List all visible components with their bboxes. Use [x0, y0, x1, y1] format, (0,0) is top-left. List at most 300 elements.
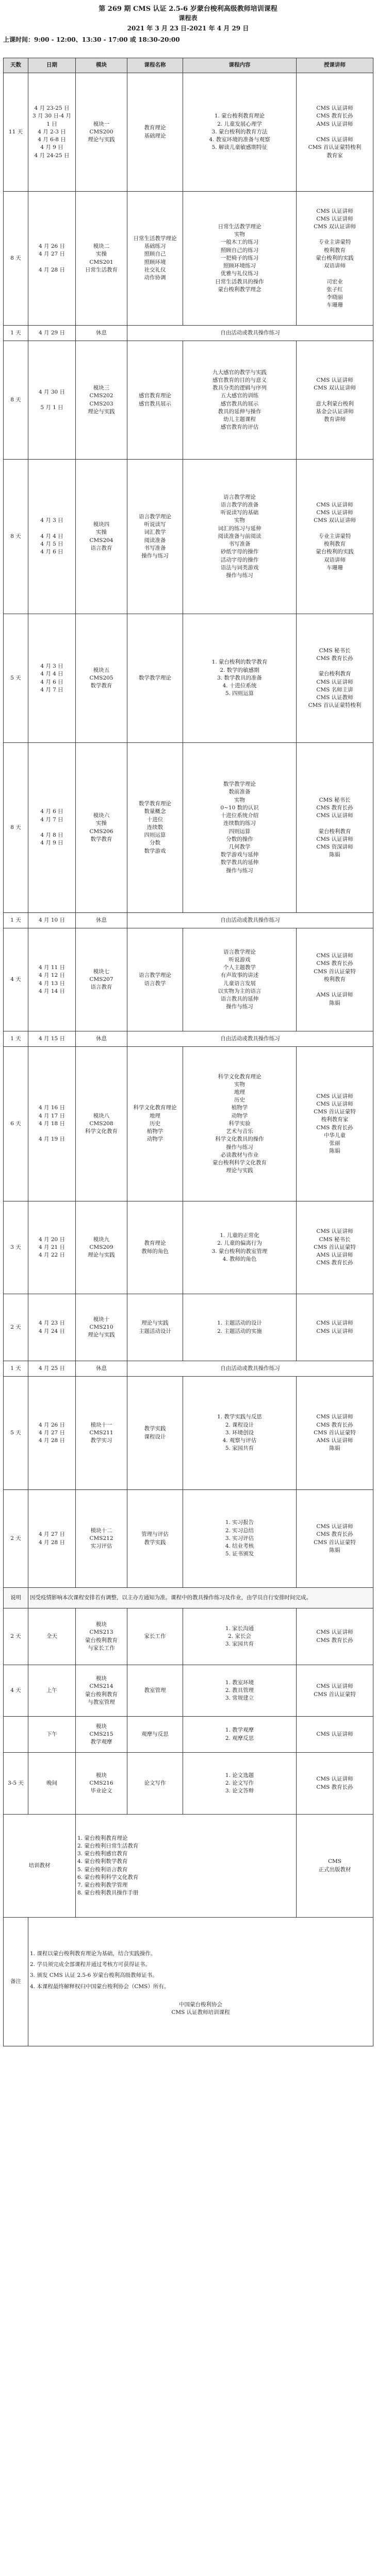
content-cell — [183, 1294, 297, 1361]
content-cell-line: 语言教具的延伸 — [220, 995, 259, 1002]
section-day: 4 天 — [4, 1665, 28, 1717]
course-cell-line: 基础练习 — [144, 243, 166, 250]
course-cell-line: 操作与练习 — [141, 552, 169, 559]
course-cell-line: 连续数 — [146, 824, 164, 831]
teacher-cell-line: CMS 认证讲师 — [316, 1093, 353, 1099]
content-cell-line: 数学教具的延伸 — [220, 859, 259, 866]
date-cell-line: 4 月 26 日 — [38, 1421, 66, 1428]
module-cell — [76, 1294, 127, 1361]
teacher-cell-line: CMS 秘书长 — [319, 647, 351, 654]
date-cell — [28, 192, 76, 326]
teacher-cell — [297, 73, 373, 192]
teacher-cell-line: CMS 认证讲师 — [316, 1523, 353, 1530]
section-content-line: 2. 观摩反思 — [225, 1735, 254, 1741]
section-content — [183, 1608, 297, 1665]
teacher-cell-line — [298, 984, 371, 991]
module-cell-line: 休息 — [96, 329, 107, 336]
course-cell-line: 听说读写 — [144, 521, 166, 528]
module-cell — [76, 192, 127, 326]
module-cell-line: 语言教育 — [90, 545, 112, 551]
section-day: 3-5 天 — [4, 1753, 28, 1815]
date-cell — [28, 913, 76, 928]
content-cell — [183, 192, 297, 326]
content-cell-line: 地理 — [234, 1089, 245, 1096]
teacher-cell-line: CMS 首认证蒙特 — [314, 1429, 356, 1436]
content-cell-line: 1. 儿童的正常化 — [220, 1232, 259, 1239]
teacher-cell-line: 梭利教育 — [324, 976, 346, 982]
content-cell-line: 科学文化教具的操作 — [215, 1136, 264, 1143]
content-cell-line: 儿童语言发展 — [223, 980, 256, 987]
footer-line: 1. 课程以蒙台梭利教育理论为基础，结合实践操作。 — [30, 1950, 156, 1957]
section-content-line: 1. 教室环境 — [225, 1679, 254, 1686]
module-cell — [76, 743, 127, 913]
content-cell-line: 4. 结业考核 — [225, 1543, 254, 1550]
teacher-cell-line — [298, 525, 371, 533]
course-cell — [127, 1201, 183, 1294]
course-cell-line: 数学游戏 — [144, 848, 166, 854]
teacher-cell-line: CMS 首认证蒙特梭利 — [308, 144, 362, 151]
footer-line: 4. 本课程最终解释权归中国蒙台梭利协会（CMS）所有。 — [30, 1983, 170, 1990]
content-cell-line: 3. 实习评估 — [225, 1535, 254, 1541]
day-cell: 8 天 — [4, 341, 28, 460]
materials-items-line: 5. 蒙台梭利语言教育 — [77, 1866, 128, 1873]
section-content-line: 3. 常规建立 — [225, 1695, 254, 1702]
content-cell — [127, 1031, 373, 1047]
teacher-cell-line: 蒙台梭利的实践 — [316, 255, 354, 261]
date-cell — [28, 1047, 76, 1201]
content-cell-line: 阅读准备与前阅读 — [218, 533, 261, 539]
content-cell-line: 活动字母的操作 — [220, 556, 259, 563]
module-cell-line: CMS207 — [89, 976, 113, 982]
section-content — [183, 1717, 297, 1753]
teacher-cell-line: 李晓丽 — [326, 294, 343, 300]
schedule-row — [4, 1294, 373, 1361]
section-content — [183, 1665, 297, 1717]
module-cell-line: 实习评估 — [90, 1543, 112, 1550]
teacher-cell — [297, 1490, 373, 1588]
table-header-row — [4, 58, 373, 73]
course-cell-line: 课程设计 — [144, 1433, 166, 1440]
content-cell — [183, 73, 297, 192]
module-cell-line: 教学实习 — [90, 1437, 112, 1444]
day-cell: 8 天 — [4, 743, 28, 913]
footer-row — [4, 1918, 373, 2046]
content-cell-line: 一把椅子的练习 — [220, 255, 259, 261]
section-teacher — [297, 1608, 373, 1665]
date-cell-line — [30, 824, 74, 832]
course-cell-line: 语言教学理论 — [139, 513, 171, 520]
section-teacher-line: CMS 认证讲师 — [316, 1776, 353, 1783]
schedule-row — [4, 614, 373, 743]
teacher-cell-line: CMS 认证讲师 — [316, 377, 353, 383]
teacher-cell-line: CMS 教育长孙 — [316, 1124, 353, 1131]
section-module-line: CMS213 — [89, 1629, 113, 1636]
teacher-cell-line: CMS 教育长孙 — [316, 1531, 353, 1538]
content-cell-line: 教具的延伸与操作 — [218, 408, 261, 415]
teacher-cell-line: CMS 认证讲师 — [316, 208, 353, 214]
teacher-cell — [297, 341, 373, 460]
date-cell-line: 4 月 2-3 日 — [38, 128, 66, 135]
course-cell — [127, 928, 183, 1031]
date-cell-line: 4 月 7 日 — [40, 816, 63, 823]
footer-line: 3. 颁发 CMS 认证 2.5-6 岁蒙台梭利高级教师证书。 — [30, 1972, 158, 1979]
teacher-cell-line: 专业主讲蒙特 — [318, 239, 351, 246]
content-cell — [183, 743, 297, 913]
day-cell: 1 天 — [4, 1031, 28, 1047]
schedule-row — [4, 73, 373, 192]
day-cell: 2 天 — [4, 1490, 28, 1588]
schedule-row — [4, 913, 373, 928]
teacher-cell — [297, 928, 373, 1031]
date-cell-line: 4 月 9 日 — [40, 840, 63, 846]
teacher-cell-line: 蒙台梭利教育 — [318, 828, 351, 835]
teacher-cell-line: 梭利教育家 — [321, 1116, 349, 1123]
content-cell-line: 动物学 — [231, 1112, 248, 1119]
date-cell-line: 4 月 6 日 — [40, 549, 63, 555]
teacher-cell-line: 张丽 — [329, 1140, 340, 1146]
content-cell-line: 一般木工的练习 — [220, 239, 259, 246]
teacher-cell-line: 陈娟 — [329, 1547, 340, 1553]
teacher-cell — [297, 1047, 373, 1201]
content-cell-line: 2. 实习总结 — [225, 1527, 254, 1534]
section-course — [127, 1665, 183, 1717]
teacher-cell-line: CMS 首认证蒙特梭利 — [308, 702, 362, 709]
content-cell-line: 3. 蒙台梭利的教育方法 — [211, 128, 268, 135]
module-cell-line: 模块八 — [93, 1112, 110, 1119]
materials-items — [76, 1815, 297, 1918]
content-cell — [183, 614, 297, 743]
content-cell — [127, 326, 373, 341]
content-cell-line: 1. 主题活动的设计 — [217, 1320, 262, 1327]
module-cell-line: CMS212 — [89, 1535, 113, 1541]
content-cell-line: 操作与练习 — [226, 1144, 253, 1150]
teacher-cell-line: 梭利教育 — [324, 247, 346, 253]
teacher-cell-line — [298, 392, 371, 400]
document-header — [0, 0, 376, 58]
content-cell-line: 语言教学理论 — [223, 494, 256, 500]
course-cell — [127, 460, 183, 614]
section-course-line: 教室管理 — [144, 1687, 166, 1693]
module-cell-line: 理论与实践 — [88, 137, 115, 143]
module-cell-line: CMS202 — [89, 393, 113, 399]
date-cell-line: 5 月 1 日 — [40, 404, 63, 411]
teacher-cell-line: CMS 认证讲师 — [316, 502, 353, 509]
course-cell-line: 词汇教学 — [144, 529, 166, 536]
section-module-line: 与家长工作 — [88, 1645, 115, 1651]
teacher-cell-line: 陈娟 — [329, 1148, 340, 1155]
section-module-line: 蒙台梭利教育 — [85, 1691, 118, 1698]
course-cell-line: 教育理论 — [144, 125, 166, 131]
content-cell-line: 1. 蒙台梭利的数学教育 — [211, 659, 268, 666]
footer-content — [28, 1918, 373, 2046]
content-cell-line: 4. 十进位系统 — [222, 683, 257, 689]
teacher-cell-line: 车珊珊 — [326, 564, 343, 571]
teacher-cell-line: 中华儿童 — [324, 1132, 346, 1139]
course-cell-line: 理论与实践 — [141, 1320, 169, 1327]
content-cell-line: 5. 证书颁发 — [225, 1551, 254, 1557]
col-header-day: 天数 — [4, 58, 28, 73]
content-cell-line: 照顾自己的练习 — [220, 247, 259, 253]
content-cell-line: 蒙台梭利科学文化教育 — [212, 1159, 267, 1166]
content-cell-line: 科学文化教育理论 — [218, 1073, 261, 1080]
course-cell-line: 日常生活教学理论 — [133, 235, 177, 242]
course-cell-line: 管理与评估 — [141, 1531, 169, 1538]
module-cell-line: 模块十一 — [90, 1421, 112, 1428]
course-cell-line: 数学教育理论 — [139, 801, 171, 807]
col-header-content: 课程内容 — [183, 58, 297, 73]
teacher-cell — [297, 743, 373, 913]
course-cell-line: 动作协调 — [144, 274, 166, 281]
teacher-cell-line: CMS 认证讲师 — [316, 1320, 353, 1327]
section-module-line: 与教室管理 — [88, 1699, 115, 1705]
date-cell-line: 4 月 3 日 — [40, 517, 63, 524]
module-cell — [76, 1377, 127, 1490]
day-cell: 3 天 — [4, 1201, 28, 1294]
section-module — [76, 1608, 127, 1665]
date-cell-line: 4 月 28 日 — [38, 1437, 66, 1444]
teacher-cell-line: AMS 认证讲师 — [316, 1437, 353, 1444]
content-cell-line: 感官教具的展示 — [220, 400, 259, 407]
materials-items-line: 1. 蒙台梭利教育理论 — [77, 1835, 128, 1841]
date-cell-line: 4 月 15 日 — [38, 1035, 66, 1042]
course-cell — [127, 192, 183, 326]
date-cell-line: 4 月 30 日 — [38, 388, 66, 395]
section-time: 全天 — [28, 1608, 76, 1665]
section-module — [76, 1717, 127, 1753]
teacher-cell-line: CMS 认证讲师 — [316, 679, 353, 685]
course-cell-line: 语言教学理论 — [139, 972, 171, 979]
module-cell-line: 实操 — [96, 251, 107, 258]
content-cell-line: 听说游戏 — [228, 956, 251, 963]
document-title: 第 269 期 CMS 认证 2.5-6 岁蒙台梭利高级教师培训课程 — [99, 5, 277, 13]
date-cell-line — [30, 396, 74, 404]
module-cell-line: CMS209 — [89, 1244, 113, 1250]
date-cell-line: 4 月 16 日 — [38, 1105, 66, 1111]
teacher-cell-line: CMS 首认证蒙特 — [314, 1109, 356, 1115]
content-cell-line: 照顾环境练习 — [223, 263, 256, 269]
section-time: 晚间 — [28, 1753, 76, 1815]
module-cell-line: 理论与实践 — [88, 1252, 115, 1259]
col-header-module: 模块 — [76, 58, 127, 73]
module-cell — [76, 460, 127, 614]
date-cell-line: 4 月 24-25 日 — [34, 152, 70, 159]
notes-section-row — [4, 1717, 373, 1753]
date-cell — [28, 928, 76, 1031]
content-cell-line: 0~10 数的认识 — [220, 804, 259, 811]
content-cell-line: 1. 蒙台梭利教育理论 — [214, 113, 265, 120]
teacher-cell-line: CMS 教育长孙 — [316, 960, 353, 967]
date-cell-line: 4 月 17 日 — [38, 1112, 66, 1119]
date-cell-line: 4 月 9 日 — [40, 144, 63, 151]
section-module-line: CMS216 — [89, 1780, 113, 1786]
date-cell-line: 4 月 14 日 — [38, 988, 66, 994]
course-cell-line: 教学实践 — [144, 1539, 166, 1546]
content-cell-line: 4. 观察与评估 — [222, 1437, 257, 1444]
teacher-cell-line: CMS 认证讲师 — [316, 836, 353, 842]
content-cell-line: 3. 环境创设 — [225, 1429, 254, 1436]
content-cell-line: 操作与练习 — [226, 867, 253, 874]
date-cell-line: 4 月 3 日 — [40, 663, 63, 670]
date-cell-line: 4 月 4 日 — [40, 671, 63, 677]
module-cell-line: CMS208 — [89, 1120, 113, 1127]
course-cell — [127, 743, 183, 913]
materials-teacher-line: 正式出版教材 — [318, 1866, 351, 1873]
content-cell-line: 实物 — [234, 1081, 245, 1088]
content-cell-line: 感官教育的评估 — [220, 424, 259, 431]
teacher-cell — [297, 1377, 373, 1490]
content-cell-line: 语言教学的准备 — [220, 502, 259, 509]
section-teacher-line: CMS 教育长孙 — [316, 1784, 353, 1790]
date-cell-line: 4 月 23 日 — [38, 1320, 66, 1327]
schedule-row — [4, 1201, 373, 1294]
date-cell-line: 4 月 8 日 — [40, 832, 63, 839]
section-module-line: 蒙台梭利教育 — [85, 1637, 118, 1643]
course-cell-line: 数量概念 — [144, 808, 166, 815]
date-cell — [28, 1490, 76, 1588]
course-cell-line: 教师的角色 — [141, 1248, 169, 1255]
section-teacher-line: CMS 认证讲师 — [316, 1731, 353, 1737]
teacher-cell-line: 陈娟 — [329, 852, 340, 858]
content-cell-line: 自由活动或教具操作练习 — [220, 1035, 280, 1042]
schedule-row — [4, 928, 373, 1031]
date-cell — [28, 1377, 76, 1490]
course-cell-line: 社交礼仪 — [144, 266, 166, 273]
teacher-cell-line: CMS 认证讲师 — [316, 215, 353, 222]
course-cell-line: 教学实践 — [144, 1426, 166, 1432]
date-cell — [28, 73, 76, 192]
schedule-row — [4, 460, 373, 614]
module-cell-line: CMS211 — [89, 1429, 113, 1436]
module-cell-line: 模块七 — [93, 968, 110, 975]
date-cell-line: 4 月 24 日 — [38, 1328, 66, 1334]
course-cell-line: 十进位 — [146, 816, 164, 823]
section-course — [127, 1608, 183, 1665]
content-cell-line: 2. 儿童的偏离行为 — [217, 1240, 262, 1247]
module-cell — [76, 614, 127, 743]
content-cell-line: 4. 教室环境的准备与观察 — [209, 137, 270, 143]
teacher-cell-line: CMS 教育长孙 — [316, 804, 353, 811]
section-content — [183, 1753, 297, 1815]
teacher-cell — [297, 614, 373, 743]
materials-teacher — [297, 1815, 373, 1918]
teacher-cell-line: CMS 秘书长 — [319, 1236, 351, 1243]
section-teacher — [297, 1665, 373, 1717]
content-cell-line: 语法与词类游戏 — [220, 564, 259, 571]
module-cell-line: 休息 — [96, 917, 107, 923]
section-course — [127, 1717, 183, 1753]
closing-line: 中国蒙台梭利协会 — [179, 2001, 222, 2008]
notes-row — [4, 1588, 373, 1608]
date-cell-line: 4 月 13 日 — [38, 980, 66, 987]
schedule-row — [4, 192, 373, 326]
date-cell-line: 4 月 26 日 — [38, 243, 66, 250]
section-content-line: 1. 家长沟通 — [225, 1625, 254, 1632]
content-cell-line: 实物 — [234, 517, 245, 524]
schedule-row — [4, 1031, 373, 1047]
content-cell-line: 5. 家园共育 — [225, 1445, 254, 1452]
content-cell-line: 2. 数学的敏感期 — [220, 667, 259, 673]
day-cell: 2 天 — [4, 1294, 28, 1361]
course-cell-line: 数学教学理论 — [139, 674, 171, 681]
content-cell-line: 实物 — [234, 796, 245, 803]
content-cell-line: 日常生活教具的操作 — [215, 278, 264, 285]
date-cell-line: 4 月 27 日 — [38, 251, 66, 258]
content-cell-line: 十进位系统介绍 — [220, 812, 259, 819]
section-module-line: 模块 — [96, 1621, 107, 1628]
teacher-cell-line: 司宏业 — [326, 278, 343, 285]
section-content-line: 2. 教具管理 — [225, 1687, 254, 1693]
content-cell-line: 词汇的练习与延伸 — [218, 525, 261, 532]
content-cell-line: 幼儿主题课程 — [223, 416, 256, 422]
content-cell — [183, 1201, 297, 1294]
content-cell-line: 5. 解读儿童敏感期特征 — [211, 144, 268, 151]
teacher-cell-line: CMS 首认证蒙特 — [314, 1244, 356, 1250]
module-cell-line: 理论与实践 — [88, 408, 115, 415]
date-cell-line: 3 月 30 日-4 月 1 日 — [32, 113, 72, 127]
section-course — [127, 1753, 183, 1815]
schedule-row — [4, 743, 373, 913]
course-cell-line: 语言教学 — [144, 980, 166, 987]
date-cell-line: 4 月 22 日 — [38, 1252, 66, 1259]
section-module-line: 模块 — [96, 1772, 107, 1778]
content-cell-line: 感官教育的目的与意义 — [212, 377, 267, 383]
section-module-line: CMS215 — [89, 1731, 113, 1737]
content-cell-line: 1. 实习报告 — [225, 1519, 254, 1526]
module-cell-line: 理论与实践 — [88, 1332, 115, 1338]
teacher-cell — [297, 192, 373, 326]
materials-items-line: 8. 蒙台梭利教具操作手册 — [77, 1890, 139, 1896]
teacher-cell-line: CMS 认证教师 — [316, 694, 353, 701]
schedule-row — [4, 326, 373, 341]
notes-section-row — [4, 1608, 373, 1665]
teacher-cell-line: CMS 认证讲师 — [316, 137, 353, 143]
notes-label: 说明 — [4, 1588, 28, 1608]
course-cell-line: 科学文化教育理论 — [133, 1105, 177, 1111]
content-cell-line: 五大感官的训练 — [220, 393, 259, 399]
course-cell — [127, 614, 183, 743]
module-cell-line: CMS205 — [89, 674, 113, 681]
schedule-table — [3, 58, 373, 2046]
teacher-cell-line: CMS 认证讲师 — [316, 1228, 353, 1235]
teacher-cell-line: 意大利蒙台梭利 — [316, 400, 354, 407]
content-cell-line: 2. 儿童发展心理学 — [217, 121, 262, 127]
teacher-cell-line: 陈娟 — [329, 999, 340, 1006]
content-cell-line: 分数的操作 — [226, 836, 253, 842]
teacher-cell — [297, 1294, 373, 1361]
day-cell: 5 天 — [4, 614, 28, 743]
section-teacher — [297, 1717, 373, 1753]
day-cell: 8 天 — [4, 192, 28, 326]
content-cell-line: 四则运算 — [228, 828, 251, 835]
materials-label: 培训教材 — [4, 1815, 76, 1918]
course-cell-line: 历史 — [150, 1120, 160, 1127]
teacher-cell-line: CMS 双认证讲师 — [314, 385, 356, 392]
date-cell — [28, 743, 76, 913]
materials-row — [4, 1815, 373, 1918]
section-content-line: 3. 论文答辩 — [225, 1788, 254, 1794]
date-cell-line: 4 月 10 日 — [38, 917, 66, 923]
date-cell-line: 4 月 20 日 — [38, 1236, 66, 1243]
course-cell-line: 四则运算 — [144, 832, 166, 839]
section-teacher-line: CMS 教育长孙 — [316, 1637, 353, 1643]
date-cell-line — [30, 525, 74, 533]
section-content-line: 1. 论文选题 — [225, 1772, 254, 1778]
date-cell — [28, 1294, 76, 1361]
content-cell-line: 有声故事的讲述 — [220, 972, 259, 979]
content-cell-line: 个人主题教学 — [223, 964, 256, 971]
content-cell-line: 操作与练习 — [226, 1004, 253, 1010]
section-time: 下午 — [28, 1717, 76, 1753]
